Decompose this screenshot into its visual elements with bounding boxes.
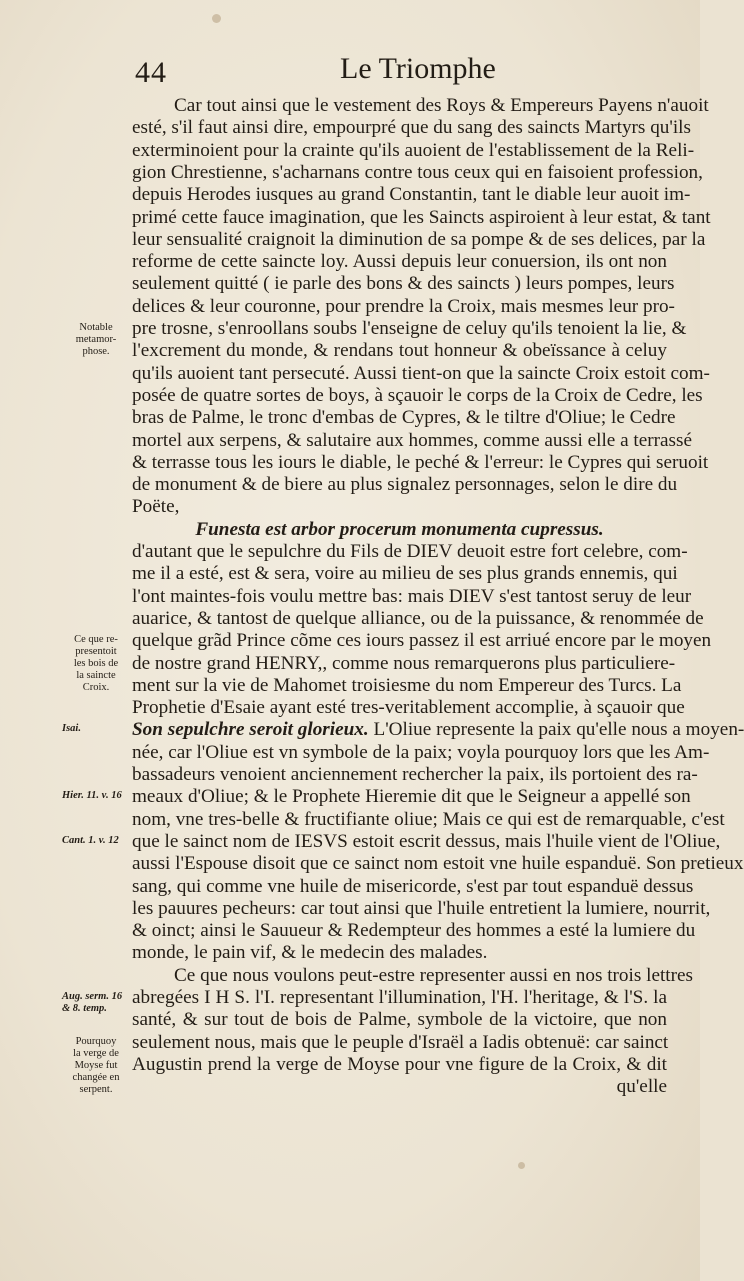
text-line: esté, s'il faut ainsi dire, empourpré que du sang des saincts Martyrs qu'ils xyxy=(132,117,691,139)
text-line: de monument & de biere au plus signalez personnages, selon le dire du xyxy=(132,474,678,496)
margin-note-line: Ce que re- xyxy=(74,634,118,646)
margin-note-line: les bois de xyxy=(73,658,119,670)
text-line: d'autant que le sepulchre du Fils de DIEV deuoit estre fort celebre, com- xyxy=(132,541,688,562)
margin-note-line: Hier. 11. v. 16 xyxy=(62,790,122,802)
text-line: santé, & sur tout de bois de Palme, symbole de la victoire, que non xyxy=(132,1009,667,1031)
text-line: Prophetie d'Esaie ayant esté tres-veritablement accomplie, à sçauoir que xyxy=(132,697,685,719)
text-line: les pauures pecheurs: car tout ainsi que l'huile entretient la lumiere, nourrit, xyxy=(132,897,711,919)
margin-note xyxy=(62,723,130,735)
margin-note xyxy=(62,1036,130,1096)
text-line: l'ont maintes-fois voulu mettre bas: mais DIEV s'est tantost seruy de leur xyxy=(132,585,692,607)
text-line: née, car l'Oliue est vn symbole de la paix; voyla pourquoy lors que les Am- xyxy=(132,741,710,763)
margin-note-line: Aug. serm. 16 xyxy=(62,991,123,1002)
text-line: seulement nous, mais que le peuple d'Israël a Iadis obtenuë: car sainct xyxy=(132,1031,669,1053)
margin-note-line: metamor- xyxy=(75,334,117,345)
text-line: & terrasse tous les iours le diable, le peché & l'erreur: le Cypres qui seruoit xyxy=(132,451,709,473)
text-line: posée de quatre sortes de boys, à sçauoir le corps de la Croix de Cedre, les xyxy=(132,384,703,406)
page-number: 44 xyxy=(135,56,167,89)
text-line: reforme de cette saincte loy. Aussi depuis leur conuersion, ils ont non xyxy=(132,251,667,273)
text-line: delices & leur couronne, pour prendre la Croix, mais mesmes leur pro- xyxy=(132,295,675,317)
running-title: Le Triomphe xyxy=(340,52,496,85)
text-line: abregées I H S. l'I. representant l'illumination, l'H. l'heritage, & l'S. la xyxy=(132,987,667,1008)
text-line: sang, qui comme vne huile de misericorde, s'est par tout espanduë dessus xyxy=(132,875,694,897)
text-line: Augustin prend la verge de Moyse pour vne figure de la Croix, & dit xyxy=(132,1053,667,1075)
margin-note-line: phose. xyxy=(82,346,110,357)
text-line: de nostre grand HENRY,, comme nous remarquerons plus particuliere- xyxy=(132,652,676,674)
margin-note-line: serpent. xyxy=(79,1083,113,1095)
margin-note xyxy=(62,835,130,847)
text-line: qu'ils auoient tant persecuté. Aussi tient-on que la saincte Croix estoit com- xyxy=(132,362,710,384)
text-line: meaux d'Oliue; & le Prophete Hieremie dit que le Seigneur a appellé son xyxy=(132,786,691,808)
text-line: Car tout ainsi que le vestement des Roys & Empereurs Payens n'auoit xyxy=(174,95,709,116)
text-line: seulement quitté ( ie parle des bons & des saincts ) leurs pompes, leurs xyxy=(132,273,675,295)
text-line: gion Chrestienne, s'acharnans contre tous ceux qui en faisoient profession, xyxy=(132,161,703,183)
margin-note-line: & 8. temp. xyxy=(62,1003,107,1014)
margin-note-line: changée en xyxy=(72,1071,120,1083)
text-line: me il a esté, est & sera, voire au milieu de ses plus grands ennemis, qui xyxy=(132,563,678,585)
margin-note-line: Isai. xyxy=(62,723,81,735)
ink-spot xyxy=(518,1162,525,1169)
margin-note-line: Croix. xyxy=(82,682,110,694)
margin-note-line: Moyse fut xyxy=(74,1059,118,1071)
text-line: mortel aux serpens, & salutaire aux hommes, comme aussi elle a terrassé xyxy=(132,429,692,451)
text-line: quelque grãd Prince cõme ces iours passez il est arriué encore par le moyen xyxy=(132,630,712,652)
text-line: auarice, & tantost de quelque alliance, ou de la puissance, & renommée de xyxy=(132,607,704,629)
text-line: aussi l'Espouse disoit que ce sainct nom estoit vne huile espanduë. Son pretieux xyxy=(132,853,744,875)
text-line: bassadeurs venoient anciennement rechercher la paix, ils portoient des ra- xyxy=(132,764,698,785)
text-line: depuis Herodes iusques au grand Constantin, tant le diable leur auoit im- xyxy=(132,184,691,206)
text-line: monde, le pain vif, & le medecin des malades. xyxy=(132,942,488,964)
text-line: nom, vne tres-belle & fructifiante oliue; Mais ce qui est de remarquable, c'est xyxy=(132,808,725,830)
margin-note-line: Pourquoy xyxy=(75,1035,117,1047)
text-line: & oinct; ainsi le Sauueur & Redempteur des hommes a esté la lumiere du xyxy=(132,920,696,942)
text-line: l'excrement du monde, & rendans tout honneur & obeïssance à celuy xyxy=(132,340,667,362)
margin-note-line: Notable xyxy=(79,322,113,333)
text-line: primé cette fauce imagination, que les Saincts aspiroient à leur estat, & tant xyxy=(132,206,711,228)
margin-note xyxy=(62,322,130,358)
text-line: ment sur la vie de Mahomet troisiesme du nom Empereur des Turcs. La xyxy=(132,674,682,696)
text-line: leur sensualité craignoit la diminution de sa pompe & de ses delices, par la xyxy=(132,228,706,250)
text-line: pre trosne, s'enroollans soubs l'enseigne de celuy qu'ils tenoient la lie, & xyxy=(132,318,687,339)
text-line: qu'elle xyxy=(616,1076,667,1098)
text-line: Son sepulchre seroit glorieux. L'Oliue represente la paix qu'elle nous a moyen- xyxy=(132,719,744,741)
text-line: Poëte, xyxy=(132,496,180,518)
margin-note-line: la saincte xyxy=(76,670,116,682)
margin-note-line: Cant. 1. v. 12 xyxy=(62,834,119,846)
text-line: bras de Palme, le tronc d'embas de Cypres, & le tiltre d'Oliue; le Cedre xyxy=(132,407,676,429)
margin-note-line: la verge de xyxy=(73,1047,119,1059)
margin-note xyxy=(62,991,130,1015)
text-line: Ce que nous voulons peut-estre representer aussi en nos trois lettres xyxy=(174,964,693,986)
text-line: que le sainct nom de IESVS estoit escrit dessus, mais l'huile vient de l'Oliue, xyxy=(132,830,721,852)
margin-note-line: presentoit xyxy=(75,646,117,658)
ink-spot xyxy=(212,14,221,23)
text-line: exterminoient pour la crainte qu'ils auoient de l'establissement de la Reli- xyxy=(132,139,695,161)
margin-note xyxy=(62,634,130,694)
margin-note xyxy=(62,790,130,802)
text-line: Funesta est arbor procerum monumenta cupressus. xyxy=(195,518,604,540)
